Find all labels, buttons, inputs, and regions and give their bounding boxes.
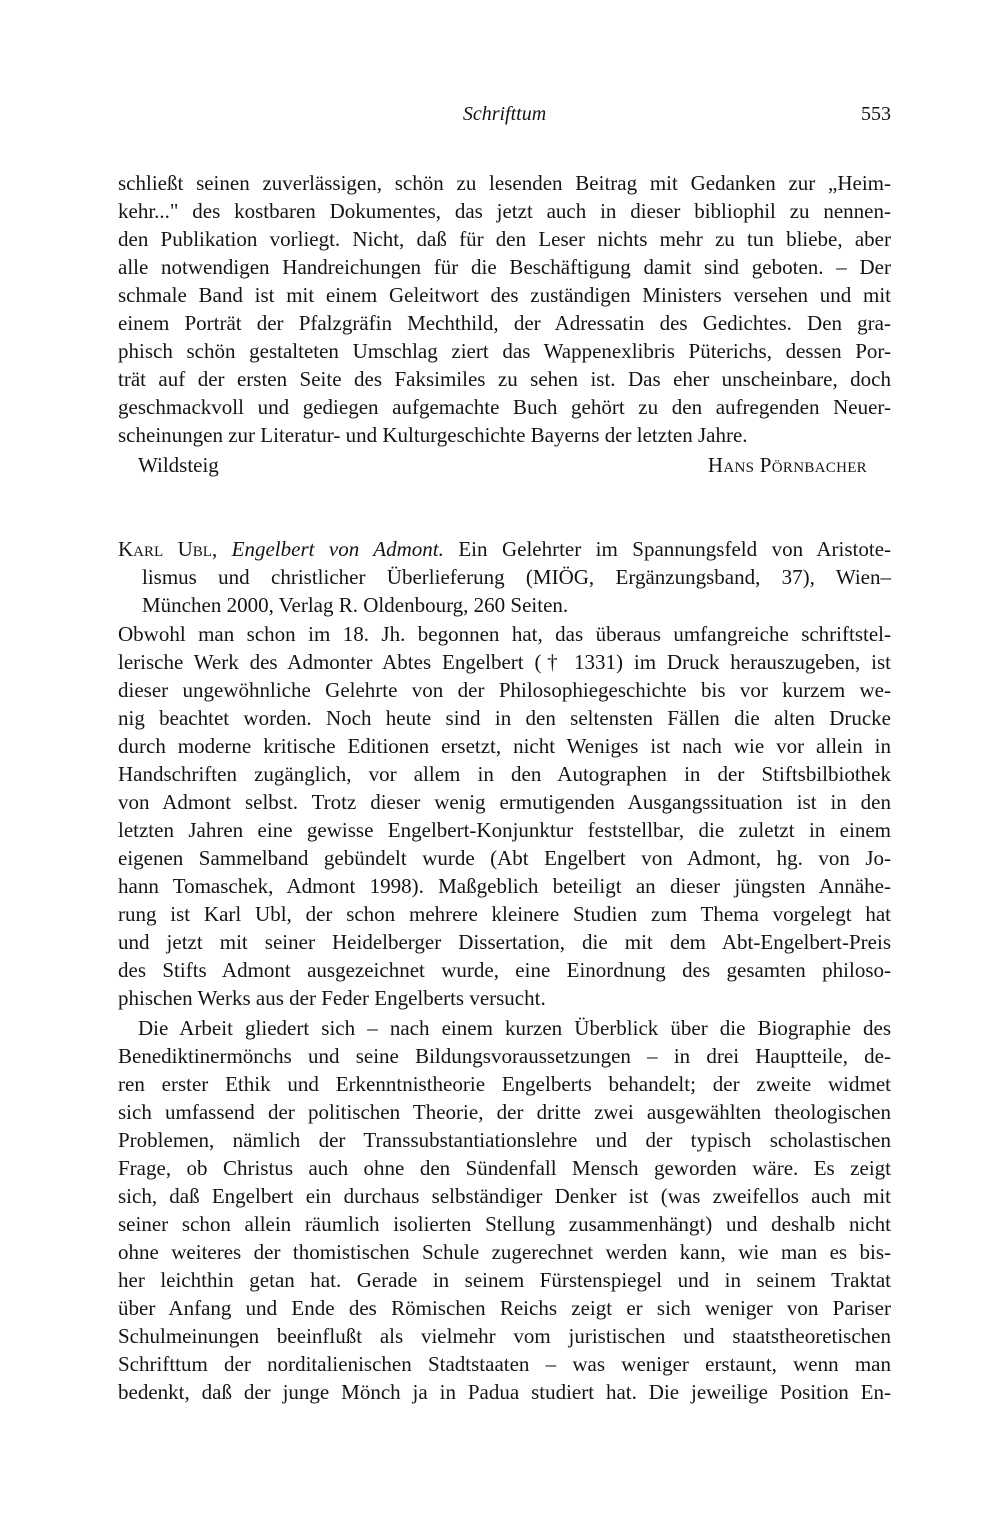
citation-subtitle: Ein Gelehrter im Spannungsfeld von Aristote- — [458, 537, 892, 561]
text-line: phischen Werks aus der Feder Engelberts versucht. — [118, 986, 546, 1010]
signature-place: Wildsteig — [138, 453, 219, 477]
text-line: ohne weiteres der thomistischen Schule zugerechnet werden kann, wie man es bis- — [118, 1240, 891, 1264]
text-line: Schulmeinungen beeinflußt als vielmehr vom juristischen und staatstheoretischen — [118, 1324, 891, 1348]
text-line: Die Arbeit gliedert sich – nach einem kurzen Überblick über die Biographie des — [138, 1016, 891, 1040]
text-line: und jetzt mit seiner Heidelberger Dissertation, die mit dem Abt-Engelbert-Preis — [118, 930, 891, 954]
text-line: den Publikation vorliegt. Nicht, daß für den Leser nichts mehr zu tun bliebe, aber — [118, 227, 891, 251]
text-line: Obwohl man schon im 18. Jh. begonnen hat, das überaus umfangreiche schriftstel- — [118, 622, 891, 646]
citation-line — [118, 535, 891, 563]
citation-title: Engelbert von Admont. — [231, 537, 444, 561]
text-line: des Stifts Admont ausgezeichnet wurde, eine Einordnung des gesamten philoso- — [118, 958, 891, 982]
signature-author: Hans Pörnbacher — [707, 453, 867, 477]
citation-author: Karl Ubl, — [118, 537, 218, 561]
text-line: einem Porträt der Pfalzgräfin Mechthild, der Adressatin des Gedichtes. Den gra- — [118, 311, 891, 335]
text-line: lerische Werk des Admonter Abtes Engelbert († 1331) im Druck herauszugeben, ist — [118, 650, 891, 674]
text-line: alle notwendigen Handreichungen für die Beschäftigung damit sind geboten. – Der — [118, 255, 891, 279]
text-line: ren erster Ethik und Erkenntnistheorie Engelberts behandelt; der zweite widmet — [118, 1072, 891, 1096]
text-line: nig beachtet worden. Noch heute sind in den seltensten Fällen die alten Drucke — [118, 706, 891, 730]
citation-line: lismus und christlicher Überlieferung (MIÖG, Ergänzungsband, 37), Wien– — [142, 565, 891, 589]
text-line: Schrifttum der norditalienischen Stadtstaaten – was weniger erstaunt, wenn man — [118, 1352, 891, 1376]
running-title: Schrifttum — [462, 103, 547, 125]
text-line: kehr..." des kostbaren Dokumentes, das jetzt auch in dieser bibliophil zu nennen- — [118, 199, 891, 223]
text-line: dieser ungewöhnliche Gelehrte von der Philosophiegeschichte bis vor kurzem we- — [118, 678, 891, 702]
text-line: schmale Band ist mit einem Geleitwort des zuständigen Ministers versehen und mit — [118, 283, 891, 307]
text-line: von Admont selbst. Trotz dieser wenig ermutigenden Ausgangssituation ist in den — [118, 790, 891, 814]
text-line: Benediktinermönchs und seine Bildungsvoraussetzungen – in drei Hauptteile, de- — [118, 1044, 891, 1068]
text-line: rung ist Karl Ubl, der schon mehrere kleinere Studien zum Thema vorgelegt hat — [118, 902, 891, 926]
text-line: sich umfassend der politischen Theorie, der dritte zwei ausgewählten theologischen — [118, 1100, 891, 1124]
text-line: letzten Jahren eine gewisse Engelbert-Konjunktur feststellbar, die zuletzt in einem — [118, 818, 891, 842]
text-line: seiner schon allein räumlich isolierten Stellung zusammenhängt) und deshalb nicht — [118, 1212, 891, 1236]
text-line: Frage, ob Christus auch ohne den Sündenfall Mensch geworden wäre. Es zeigt — [118, 1156, 891, 1180]
citation-line: München 2000, Verlag R. Oldenbourg, 260 Seiten. — [142, 593, 569, 617]
text-line: schließt seinen zuverlässigen, schön zu lesenden Beitrag mit Gedanken zur „Heim- — [118, 171, 891, 195]
text-line: scheinungen zur Literatur- und Kulturgeschichte Bayerns der letzten Jahre. — [118, 423, 748, 447]
text-line: sich, daß Engelbert ein durchaus selbständiger Denker ist (was zweifellos auch mit — [118, 1184, 891, 1208]
page-number: 553 — [861, 103, 891, 125]
text-line: über Anfang und Ende des Römischen Reichs zeigt er sich weniger von Pariser — [118, 1296, 891, 1320]
text-line: Handschriften zugänglich, vor allem in den Autographen in der Stiftsbilbiothek — [118, 762, 891, 786]
text-line: eigenen Sammelband gebündelt wurde (Abt Engelbert von Admont, hg. von Jo- — [118, 846, 891, 870]
text-line: her leichthin getan hat. Gerade in seinem Fürstenspiegel und in seinem Traktat — [118, 1268, 891, 1292]
text-line: phisch schön gestalteten Umschlag ziert das Wappenexlibris Püterichs, dessen Por- — [118, 339, 891, 363]
text-line: trät auf der ersten Seite des Faksimiles zu sehen ist. Das eher unscheinbare, doch — [118, 367, 891, 391]
running-header — [118, 103, 891, 133]
text-line: Problemen, nämlich der Transsubstantiationslehre und der typisch scholastischen — [118, 1128, 891, 1152]
text-line: geschmackvoll und gediegen aufgemachte Buch gehört zu den aufregenden Neuer- — [118, 395, 891, 419]
text-line: bedenkt, daß der junge Mönch ja in Padua studiert hat. Die jeweilige Position En- — [118, 1380, 891, 1404]
text-line: hann Tomaschek, Admont 1998). Maßgeblich beteiligt an dieser jüngsten Annähe- — [118, 874, 891, 898]
text-line: durch moderne kritische Editionen ersetzt, nicht Weniges ist nach wie vor allein in — [118, 734, 891, 758]
